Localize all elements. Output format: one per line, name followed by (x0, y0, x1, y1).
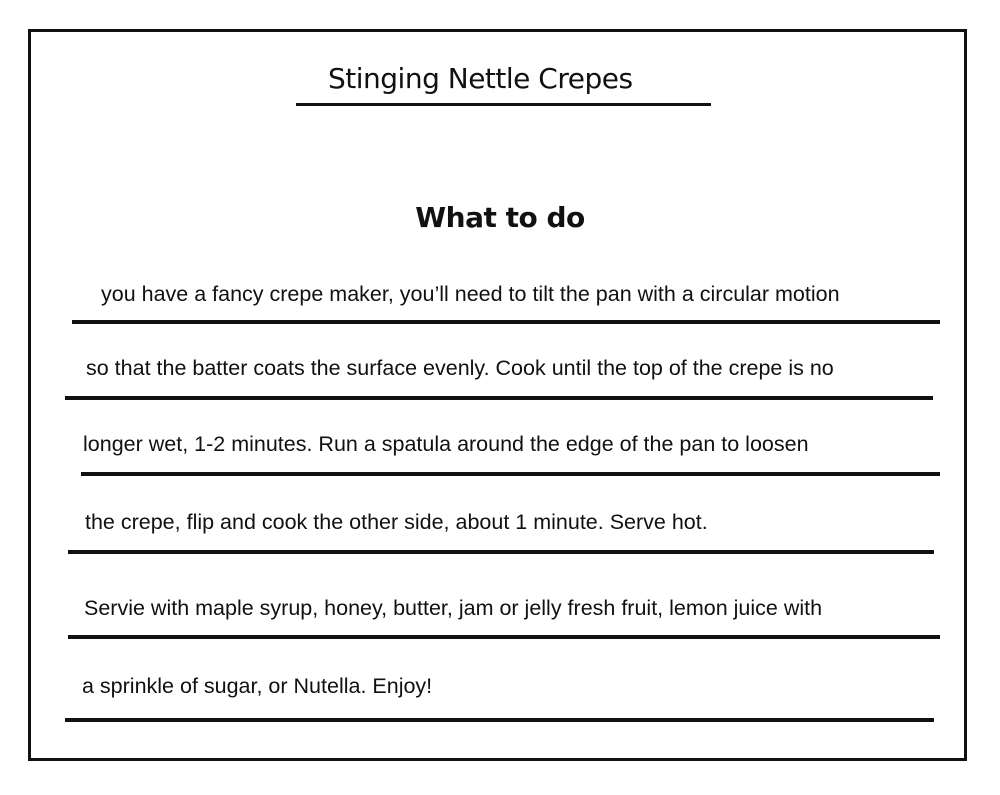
recipe-title: Stinging Nettle Crepes (328, 62, 633, 95)
instruction-line-2: so that the batter coats the surface evenly. Cook until the top of the crepe is no (86, 356, 834, 380)
writing-rule-1 (72, 320, 940, 324)
writing-rule-5 (68, 635, 940, 639)
title-underline (296, 103, 711, 106)
instruction-line-6: a sprinkle of sugar, or Nutella. Enjoy! (82, 674, 433, 698)
instruction-line-5: Servie with maple syrup, honey, butter, jam or jelly fresh fruit, lemon juice with (84, 596, 823, 620)
instruction-line-3: longer wet, 1-2 minutes. Run a spatula around the edge of the pan to loosen (83, 432, 809, 456)
section-heading: What to do (415, 201, 585, 234)
instruction-line-1: you have a fancy crepe maker, you’ll need to tilt the pan with a circular motion (101, 282, 840, 306)
page-border (28, 29, 967, 761)
writing-rule-3 (81, 472, 940, 476)
writing-rule-6 (65, 718, 934, 722)
writing-rule-4 (68, 550, 934, 554)
writing-rule-2 (65, 396, 933, 400)
instruction-line-4: the crepe, flip and cook the other side, about 1 minute. Serve hot. (85, 510, 708, 534)
